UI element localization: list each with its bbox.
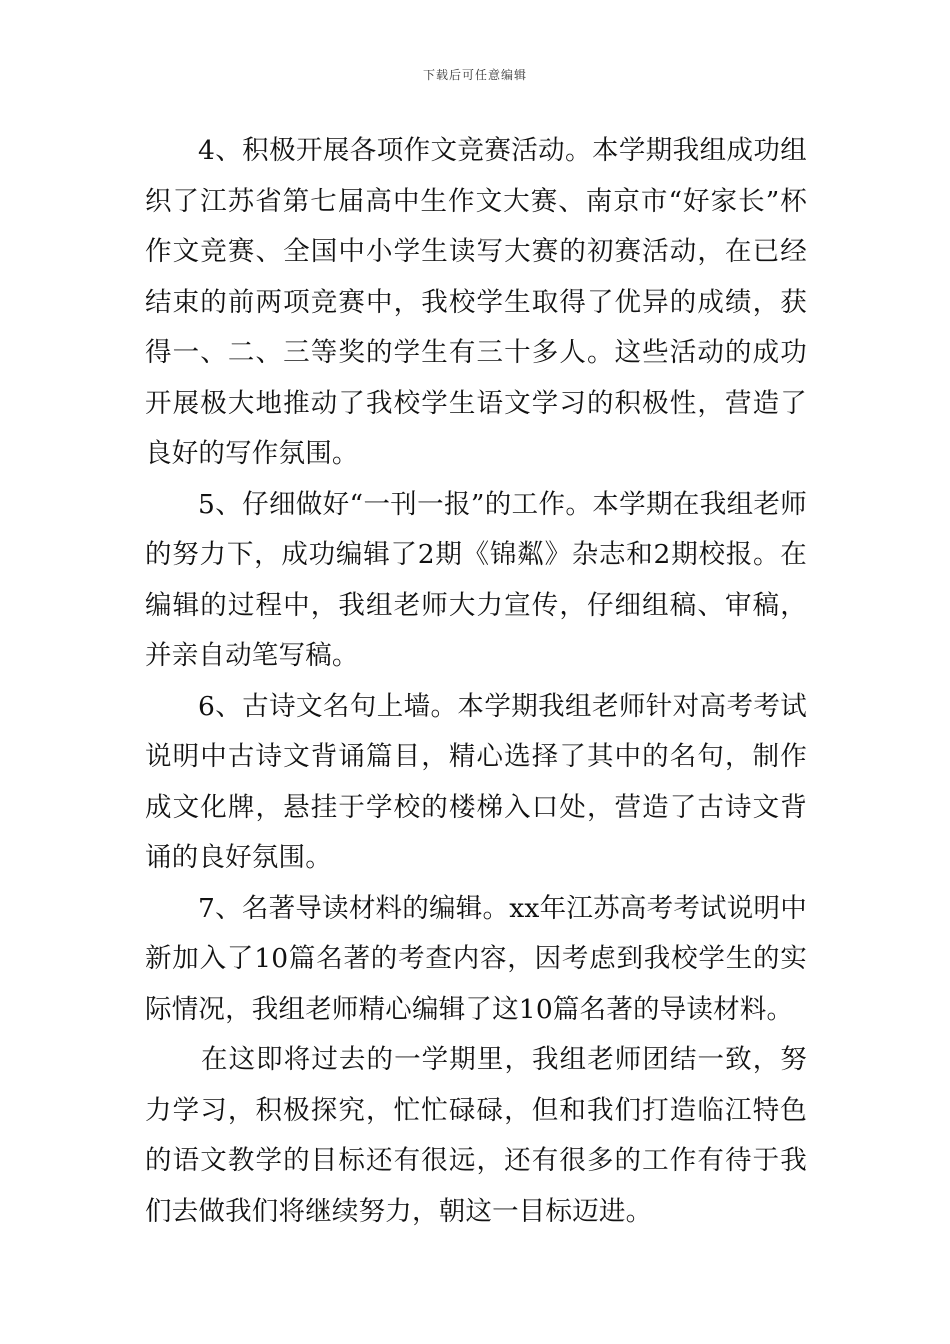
paragraph-item-4-essay-competitions: 4、积极开展各项作文竞赛活动。本学期我组成功组织了江苏省第七届高中生作文大赛、南京市“好家长”杯作文竞赛、全国中小学生读写大赛的初赛活动，在已经结束的前两项竞赛中，我校学生取得了优异的成绩，获得一、二、三等奖的学生有三十多人。这些活动的成功开展极大地推动了我校学生语文学习的积极性，营造了良好的写作氛围。 [145, 135, 807, 469]
paragraph-item-7-reading-guides: 7、名著导读材料的编辑。xx年江苏高考考试说明中新加入了10篇名著的考查内容，因考虑到我校学生的实际情况，我组老师精心编辑了这10篇名著的导读材料。 [145, 892, 807, 1025]
paragraph-conclusion: 在这即将过去的一学期里，我组老师团结一致，努力学习，积极探究，忙忙碌碌，但和我们打造临江特色的语文教学的目标还有很远，还有很多的工作有待于我们去做我们将继续努力，朝这一目标迈进。 [145, 1044, 807, 1227]
document-body [145, 126, 807, 1237]
page-header: 下载后可任意编辑 [422, 68, 527, 82]
paragraph-item-6-poetry-wall: 6、古诗文名句上墙。本学期我组老师针对高考考试说明中古诗文背诵篇目，精心选择了其中的名句，制作成文化牌，悬挂于学校的楼梯入口处，营造了古诗文背诵的良好氛围。 [145, 690, 807, 873]
paragraph-item-5-journal-newspaper: 5、仔细做好“一刊一报”的工作。本学期在我组老师的努力下，成功编辑了2期《锦粼》杂志和2期校报。在编辑的过程中，我组老师大力宣传，仔细组稿、审稿，并亲自动笔写稿。 [145, 488, 807, 671]
